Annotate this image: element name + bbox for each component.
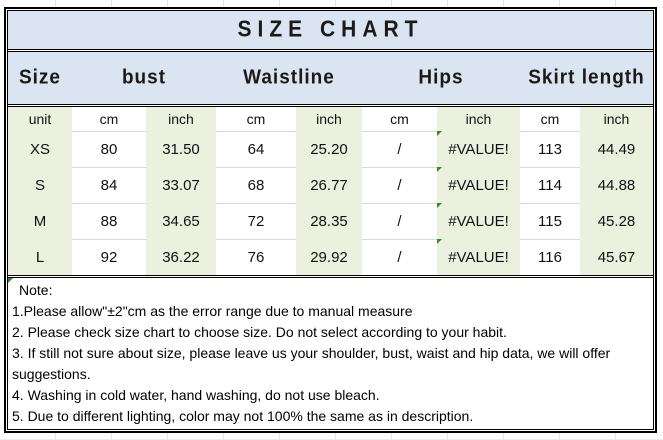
table-cell: 36.22 — [146, 239, 216, 275]
error-indicator-icon — [437, 167, 442, 172]
unit-cell: inch — [580, 107, 653, 131]
note-line: 3. If still not sure about size, please leave us your shoulder, bust, waist and hip data, we will offer suggestions. — [12, 345, 611, 382]
table-cell: 45.28 — [580, 203, 653, 239]
spreadsheet-gridlines-bottom — [0, 433, 663, 440]
table-cell: / — [362, 131, 437, 167]
table-cell: 80 — [72, 131, 146, 167]
cell-text: #VALUE! — [448, 212, 509, 230]
unit-cell: cm — [520, 107, 580, 131]
table-cell: 68 — [216, 167, 296, 203]
table-cell: 29.92 — [296, 239, 362, 275]
table-cell: / — [362, 239, 437, 275]
cell-text: #VALUE! — [448, 248, 509, 266]
header-hips: Hips — [418, 66, 464, 89]
size-label-cell: S — [8, 167, 72, 203]
table-cell: 72 — [216, 203, 296, 239]
unit-cell: unit — [8, 107, 72, 131]
table-cell: 25.20 — [296, 131, 362, 167]
notes-section — [8, 278, 653, 429]
error-value-cell — [437, 203, 520, 239]
table-cell: 113 — [520, 131, 580, 167]
table-cell: 64 — [216, 131, 296, 167]
table-cell: / — [362, 167, 437, 203]
cell-text: #VALUE! — [448, 140, 509, 158]
note-line: 5. Due to different lighting, color may not 100% the same as in description. — [12, 408, 474, 424]
table-cell: 92 — [72, 239, 146, 275]
table-cell: 115 — [520, 203, 580, 239]
error-indicator-icon — [437, 131, 442, 136]
unit-cell: cm — [216, 107, 296, 131]
cell-text: #VALUE! — [448, 176, 509, 194]
table-cell: 116 — [520, 239, 580, 275]
note-line: 1.Please allow"±2"cm as the error range due to manual measure — [12, 303, 413, 319]
header-skirt-length: Skirt length — [528, 66, 645, 89]
table-cell: 33.07 — [146, 167, 216, 203]
table-cell: 114 — [520, 167, 580, 203]
error-indicator-icon — [437, 239, 442, 244]
size-label-cell: M — [8, 203, 72, 239]
unit-cell: cm — [72, 107, 146, 131]
measurements-grid — [8, 107, 653, 275]
spreadsheet-gridlines-top — [0, 0, 663, 7]
column-header-row — [8, 52, 653, 104]
error-value-cell — [437, 239, 520, 275]
table-cell: 76 — [216, 239, 296, 275]
table-cell: 44.88 — [580, 167, 653, 203]
unit-cell: inch — [146, 107, 216, 131]
error-indicator-icon — [437, 203, 442, 208]
table-cell: 28.35 — [296, 203, 362, 239]
table-cell: / — [362, 203, 437, 239]
header-size: Size — [18, 66, 62, 89]
page-title: SIZE CHART — [237, 17, 424, 42]
size-label-cell: XS — [8, 131, 72, 167]
error-indicator-icon — [8, 278, 13, 283]
unit-cell: inch — [437, 107, 520, 131]
header-bust: bust — [121, 66, 167, 89]
table-cell: 84 — [72, 167, 146, 203]
error-value-cell — [437, 167, 520, 203]
table-cell: 44.49 — [580, 131, 653, 167]
error-value-cell — [437, 131, 520, 167]
unit-cell: cm — [362, 107, 437, 131]
title-row — [8, 11, 653, 49]
unit-cell: inch — [296, 107, 362, 131]
table-cell: 88 — [72, 203, 146, 239]
size-chart-inner — [7, 10, 654, 430]
note-line: 4. Washing in cold water, hand washing, do not use bleach. — [12, 387, 380, 403]
table-cell: 34.65 — [146, 203, 216, 239]
size-label-cell: L — [8, 239, 72, 275]
notes-label: Note: — [19, 282, 53, 298]
table-cell: 26.77 — [296, 167, 362, 203]
note-line: 2. Please check size chart to choose size. Do not select according to your habit. — [12, 324, 507, 340]
header-waistline: Waistline — [243, 66, 335, 89]
table-cell: 31.50 — [146, 131, 216, 167]
size-chart-table — [4, 7, 657, 433]
table-cell: 45.67 — [580, 239, 653, 275]
